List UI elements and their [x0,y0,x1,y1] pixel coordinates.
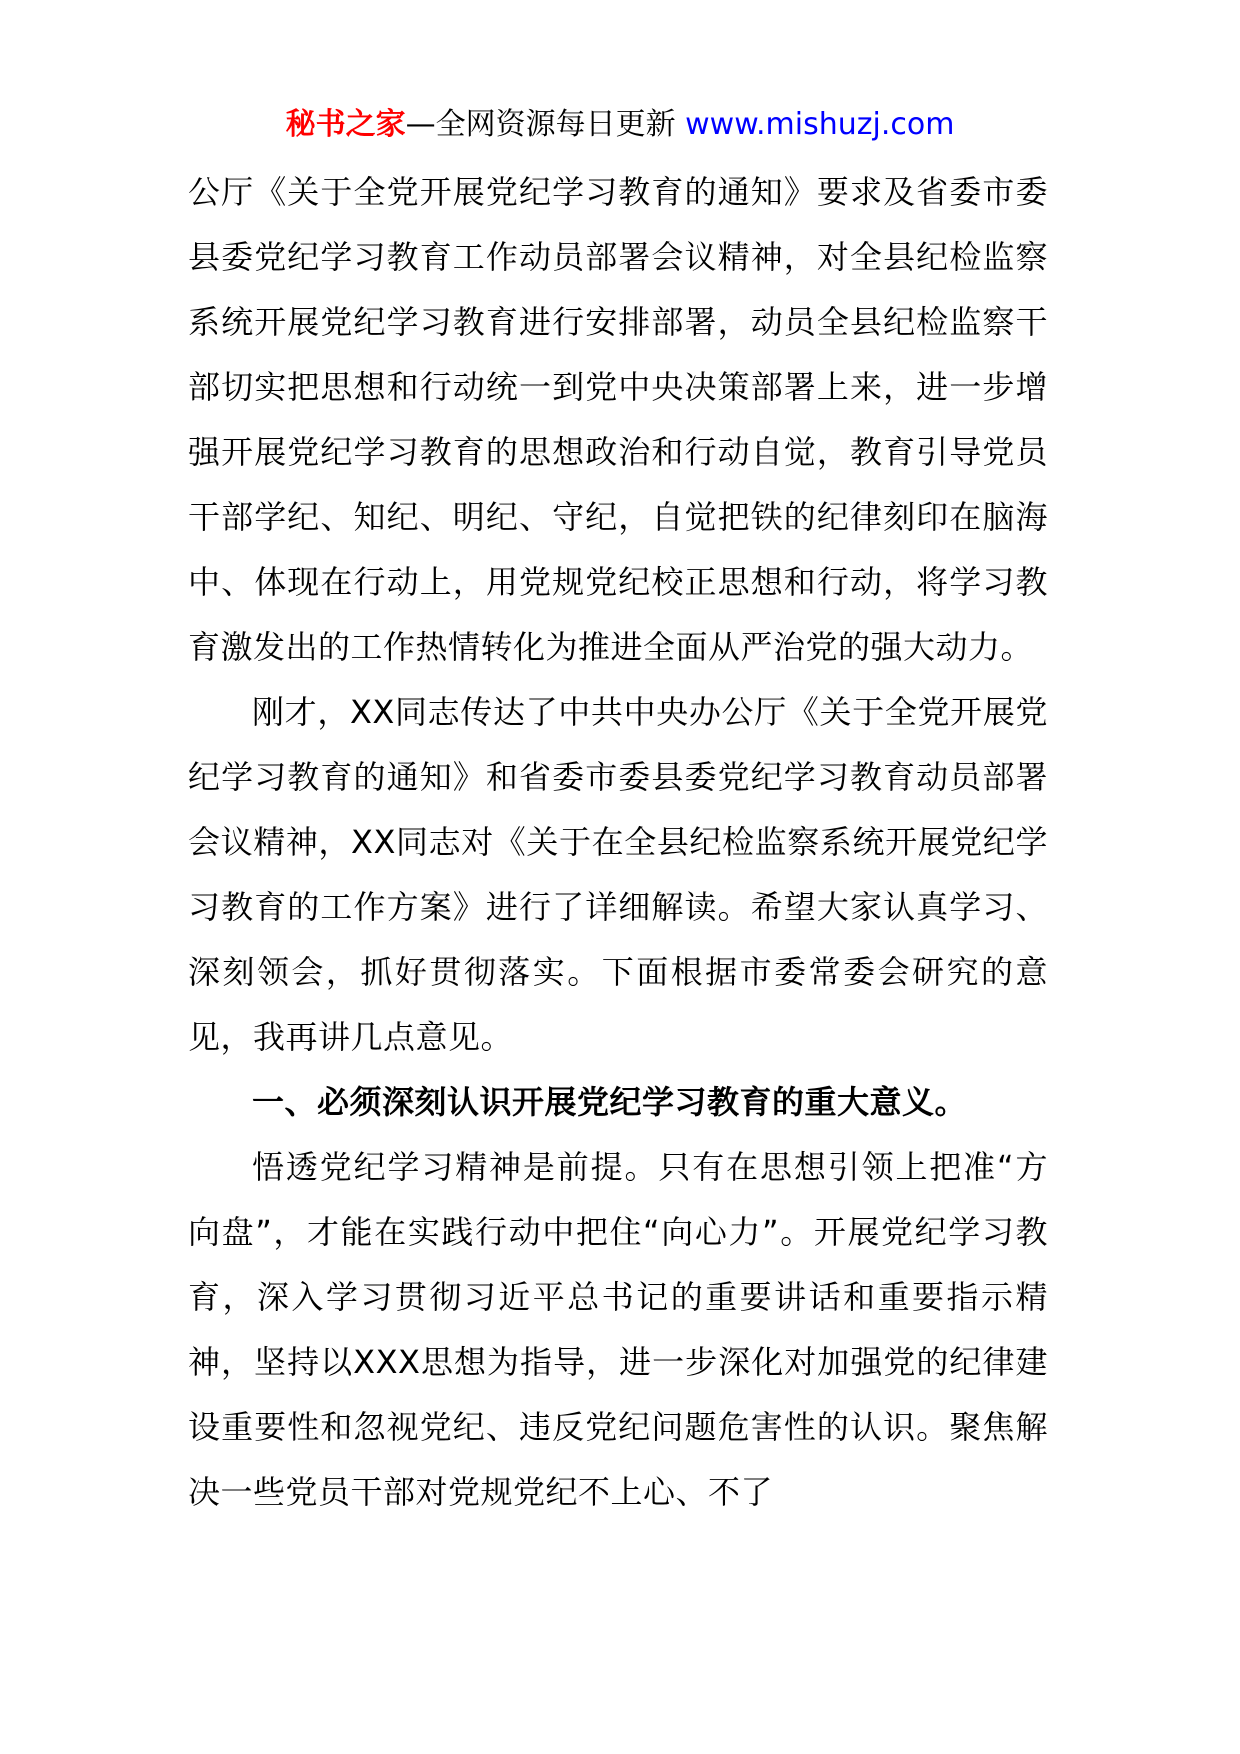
brand-name: 秘书之家 [285,107,406,142]
paragraph-continuation: 公厅《关于全党开展党纪学习教育的通知》要求及省委市委县委党纪学习教育工作动员部署会议精神，对全县纪检监察系统开展党纪学习教育进行安排部署，动员全县纪检监察干部切实把思想和行动统一到党中央决策部署上来，进一步增强开展党纪学习教育的思想政治和行动自觉，教育引导党员干部学纪、知纪、明纪、守纪，自觉把铁的纪律刻印在脑海中、体现在行动上，用党规党纪校正思想和行动，将学习教育激发出的工作热情转化为推进全面从严治党的强大动力。 [188,173,1048,666]
paragraph-intro: 刚才，XX同志传达了中共中央办公厅《关于全党开展党纪学习教育的通知》和省委市委县委党纪学习教育动员部署会议精神，XX同志对《关于在全县纪检监察系统开展党纪学习教育的工作方案》进行了详细解读。希望大家认真学习、深刻领会，抓好贯彻落实。下面根据市委常委会研究的意见，我再讲几点意见。 [188,693,1048,1056]
header-slogan: —全网资源每日更新 [405,107,676,142]
website-link[interactable]: www.mishuzj.com [685,107,955,142]
page-header [0,100,1240,150]
paragraph-section-body: 悟透党纪学习精神是前提。只有在思想引领上把准“方向盘”，才能在实践行动中把住“向心力”。开展党纪学习教育，深入学习贯彻习近平总书记的重要讲话和重要指示精神，坚持以XXX思想为指导，进一步深化对加强党的纪律建设重要性和忽视党纪、违反党纪问题危害性的认识。聚焦解决一些党员干部对党规党纪不上心、不了 [188,1148,1048,1511]
document-body [188,160,1048,1525]
section-heading: 一、必须深刻认识开展党纪学习教育的重大意义。 [252,1083,968,1121]
